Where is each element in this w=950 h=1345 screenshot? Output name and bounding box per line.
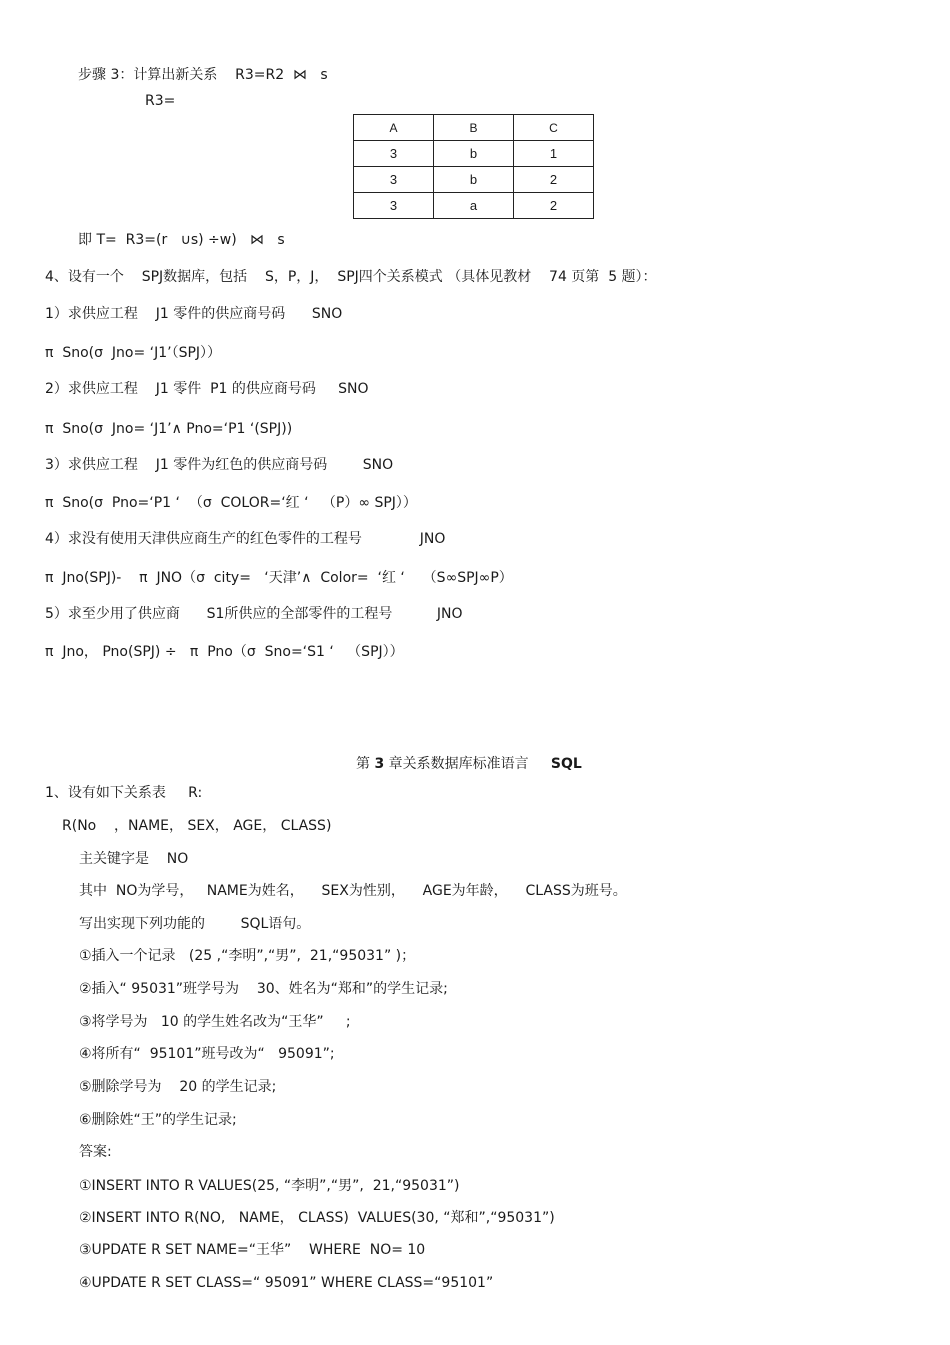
- result-line: 即 T= R3=(r ∪s) ÷w) ⋈ s: [78, 232, 285, 248]
- ch3-description: 其中 NO为学号， NAME为姓名， SEX为性别， AGE为年龄， CLASS为班号。: [79, 883, 627, 899]
- q4-question-1: 1）求供应工程 J1 零件的供应商号码 SNO: [45, 306, 343, 322]
- q4-answer-1: π Sno(σ Jno= ‘J1’（SPJ））: [45, 345, 222, 361]
- table-header-row: [354, 115, 594, 141]
- relation-table: [353, 114, 594, 219]
- table-cell: b: [434, 167, 514, 193]
- chapter-title: [356, 755, 582, 773]
- q4-answer-3: π Sno(σ Pno=‘P1 ‘ （σ COLOR=‘红 ‘ （P）∞ SPJ））: [45, 495, 417, 511]
- table-cell: 3: [354, 167, 434, 193]
- q4-question-3: 3）求供应工程 J1 零件为红色的供应商号码 SNO: [45, 457, 394, 473]
- ch3-answer-2: ②INSERT INTO R(NO, NAME， CLASS) VALUES(30, “郑和”,“95031”): [79, 1210, 555, 1226]
- ch3-task-2: ②插入“ 95031”班学号为 30、姓名为“郑和”的学生记录;: [79, 981, 448, 997]
- table-cell: b: [434, 141, 514, 167]
- ch3-answer-1: ①INSERT INTO R VALUES(25, “李明”,“男”, 21,“95031”): [79, 1178, 460, 1194]
- ch3-answer-4: ④UPDATE R SET CLASS=“ 95091” WHERE CLASS=“95101”: [79, 1275, 494, 1291]
- q4-question-5: 5）求至少用了供应商 S1所供应的全部零件的工程号 JNO: [45, 606, 463, 622]
- table-row: [354, 141, 594, 167]
- q4-answer-5: π Jno， Pno(SPJ) ÷ π Pno（σ Sno=‘S1 ‘ （SPJ））: [45, 644, 404, 660]
- ch3-answer-3: ③UPDATE R SET NAME=“王华” WHERE NO= 10: [79, 1242, 426, 1258]
- table-header-cell: A: [354, 115, 434, 141]
- table-header-cell: B: [434, 115, 514, 141]
- ch3-schema: R(No ，NAME， SEX， AGE， CLASS): [62, 818, 332, 834]
- ch3-instruction: 写出实现下列功能的 SQL语句。: [79, 916, 311, 932]
- q4-question-2: 2）求供应工程 J1 零件 P1 的供应商号码 SNO: [45, 381, 369, 397]
- chapter-prefix: 第: [356, 756, 375, 772]
- r3-label: R3=: [145, 93, 176, 109]
- ch3-task-6: ⑥删除姓“王”的学生记录;: [79, 1112, 237, 1128]
- ch3-primary-key: 主关键字是 NO: [79, 851, 189, 867]
- table-cell: 2: [514, 193, 594, 219]
- ch3-q1-intro: 1、设有如下关系表 R:: [45, 785, 203, 801]
- table-cell: a: [434, 193, 514, 219]
- chapter-middle: 章关系数据库标准语言: [384, 756, 551, 772]
- table-row: [354, 193, 594, 219]
- step3-line: 步骤 3：计算出新关系 R3=R2 ⋈ s: [78, 67, 328, 83]
- table-cell: 3: [354, 193, 434, 219]
- q4-question-4: 4）求没有使用天津供应商生产的红色零件的工程号 JNO: [45, 531, 446, 547]
- ch3-task-4: ④将所有“ 95101”班号改为“ 95091”;: [79, 1046, 335, 1062]
- q4-intro: 4、设有一个 SPJ数据库，包括 S，P，J， SPJ四个关系模式 （具体见教材 74 页第 5 题）：: [45, 269, 657, 285]
- ch3-task-3: ③将学号为 10 的学生姓名改为“王华” ;: [79, 1014, 351, 1030]
- table-cell: 3: [354, 141, 434, 167]
- table-row: [354, 167, 594, 193]
- ch3-task-1: ①插入一个记录 (25 ,“李明”,“男”, 21,“95031” )；: [79, 948, 416, 964]
- table-header-cell: C: [514, 115, 594, 141]
- q4-answer-4: π Jno(SPJ)- π JNO（σ city= ‘天津’∧ Color= ‘红 ‘ （S∞SPJ∞P）: [45, 570, 513, 586]
- table-cell: 2: [514, 167, 594, 193]
- ch3-answer-label: 答案:: [79, 1144, 112, 1160]
- ch3-task-5: ⑤删除学号为 20 的学生记录;: [79, 1079, 277, 1095]
- chapter-sql: SQL: [550, 756, 582, 772]
- q4-answer-2: π Sno(σ Jno= ‘J1’∧ Pno=‘P1 ‘(SPJ)): [45, 421, 293, 437]
- chapter-number: 3: [374, 756, 385, 772]
- table-cell: 1: [514, 141, 594, 167]
